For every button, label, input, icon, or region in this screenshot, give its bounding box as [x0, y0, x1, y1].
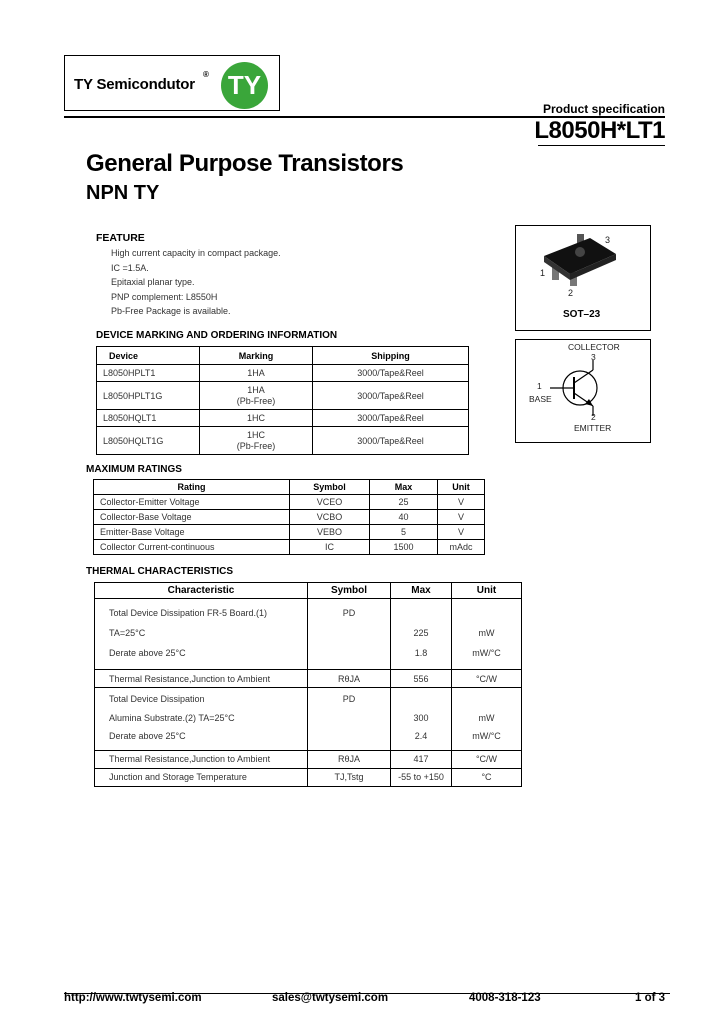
- unit-cell: mAdc: [438, 540, 485, 555]
- unit-cell: [452, 688, 522, 751]
- line: Derate above 25°C: [109, 731, 186, 741]
- col-header: Max: [370, 480, 438, 495]
- col-header: Unit: [438, 480, 485, 495]
- line: [397, 690, 445, 709]
- unit-cell: [452, 599, 522, 670]
- rating-cell: Collector-Emitter Voltage: [94, 495, 290, 510]
- marking-cell: 1HC: [200, 410, 313, 427]
- thermal-table: [94, 582, 522, 787]
- footer-email-link[interactable]: sales@twtysemi.com: [272, 992, 389, 1004]
- company-name: TY Semicondutor: [74, 76, 195, 93]
- line: 2.4: [414, 731, 428, 741]
- max-cell: -55 to +150: [391, 768, 452, 786]
- table-row: [97, 410, 469, 427]
- unit-cell: V: [438, 525, 485, 540]
- table-row: [94, 495, 485, 510]
- line: mW: [478, 628, 495, 638]
- symbol-cell: VCBO: [290, 510, 370, 525]
- col-header: Rating: [94, 480, 290, 495]
- line: 225: [413, 628, 429, 638]
- unit-cell: V: [438, 510, 485, 525]
- table-row: [95, 670, 522, 688]
- col-header: Marking: [200, 347, 313, 365]
- emitter-label: EMITTER: [574, 423, 612, 433]
- ordering-heading: DEVICE MARKING AND ORDERING INFORMATION: [96, 330, 338, 341]
- symbol-cell: IC: [290, 540, 370, 555]
- feature-list: [111, 246, 281, 319]
- page-number: 1 of 3: [635, 992, 666, 1004]
- characteristic-cell: Thermal Resistance,Junction to Ambient: [95, 750, 308, 768]
- max-cell: 5: [370, 525, 438, 540]
- footer-phone: 4008-318-123: [469, 992, 541, 1004]
- ordering-table: [96, 346, 469, 455]
- table-row: [95, 688, 522, 751]
- npn-transistor-symbol-icon: [545, 360, 615, 416]
- part-number: L8050H*LT1: [534, 117, 665, 144]
- characteristic-cell: [95, 599, 308, 670]
- feature-item: Pb-Free Package is available.: [111, 306, 231, 316]
- unit-cell: °C/W: [452, 750, 522, 768]
- symbol-cell: VEBO: [290, 525, 370, 540]
- pkg-pin2-label: 2: [568, 288, 574, 298]
- marking-cell: 1HA (Pb-Free): [200, 382, 313, 410]
- max-ratings-heading: MAXIMUM RATINGS: [86, 464, 182, 475]
- symbol-cell: PD: [308, 599, 391, 670]
- pkg-pin3-label: 3: [605, 235, 611, 245]
- shipping-cell: 3000/Tape&Reel: [313, 382, 469, 410]
- table-row: [97, 365, 469, 382]
- line: TA=25°C: [109, 628, 146, 638]
- unit-cell: °C/W: [452, 670, 522, 688]
- doc-type: Product specification: [542, 102, 665, 116]
- registered-mark: ®: [203, 70, 209, 79]
- characteristic-cell: Thermal Resistance,Junction to Ambient: [95, 670, 308, 688]
- symbol-cell: RθJA: [308, 750, 391, 768]
- device-cell: L8050HQLT1: [97, 410, 200, 427]
- pkg-pin1-label: 1: [540, 268, 546, 278]
- line: Alumina Substrate.(2) TA=25°C: [109, 712, 235, 723]
- line: 300: [413, 712, 429, 723]
- characteristic-cell: [95, 688, 308, 751]
- sot23-package-icon: [530, 228, 640, 300]
- table-row: [94, 540, 485, 555]
- col-header: Max: [391, 583, 452, 599]
- max-cell: 1500: [370, 540, 438, 555]
- marking-cell: 1HC (Pb-Free): [200, 427, 313, 455]
- line: mW/°C: [472, 648, 501, 658]
- max-cell: 417: [391, 750, 452, 768]
- table-row: [97, 427, 469, 455]
- symbol-pin1: 1: [537, 381, 542, 391]
- line: [397, 603, 445, 623]
- max-ratings-table: [93, 479, 485, 555]
- col-header: Unit: [452, 583, 522, 599]
- symbol-cell: TJ,Tstg: [308, 768, 391, 786]
- max-cell: [391, 688, 452, 751]
- line: [458, 603, 515, 623]
- thermal-heading: THERMAL CHARACTERISTICS: [86, 566, 234, 577]
- feature-item: Epitaxial planar type.: [111, 277, 195, 287]
- max-cell: 40: [370, 510, 438, 525]
- symbol-cell: RθJA: [308, 670, 391, 688]
- base-label: BASE: [529, 394, 552, 404]
- max-cell: 25: [370, 495, 438, 510]
- footer-url-link[interactable]: http://www.twtysemi.com: [64, 992, 202, 1004]
- feature-item: IC =1.5A.: [111, 262, 149, 273]
- collector-label: COLLECTOR: [568, 342, 620, 352]
- col-header: Characteristic: [95, 583, 308, 599]
- table-row: [94, 510, 485, 525]
- shipping-cell: 3000/Tape&Reel: [313, 365, 469, 382]
- page-subtitle: NPN TY: [86, 182, 160, 204]
- marking-cell: 1HA: [200, 365, 313, 382]
- max-cell: 556: [391, 670, 452, 688]
- table-row: [97, 382, 469, 410]
- table-row: [95, 599, 522, 670]
- characteristic-cell: Junction and Storage Temperature: [95, 768, 308, 786]
- line: Derate above 25°C: [109, 648, 186, 658]
- rating-cell: Collector-Base Voltage: [94, 510, 290, 525]
- col-header: Shipping: [313, 347, 469, 365]
- rating-cell: Emitter-Base Voltage: [94, 525, 290, 540]
- unit-cell: V: [438, 495, 485, 510]
- line: [458, 690, 515, 709]
- rating-cell: Collector Current-continuous: [94, 540, 290, 555]
- table-row: [94, 525, 485, 540]
- device-cell: L8050HPLT1G: [97, 382, 200, 410]
- feature-item: High current capacity in compact package.: [111, 248, 281, 258]
- table-row: [95, 768, 522, 786]
- device-cell: L8050HQLT1G: [97, 427, 200, 455]
- feature-item: PNP complement: L8550H: [111, 291, 218, 302]
- package-name: SOT–23: [563, 309, 601, 320]
- shipping-cell: 3000/Tape&Reel: [313, 410, 469, 427]
- col-header: Symbol: [290, 480, 370, 495]
- line: mW: [478, 712, 495, 723]
- line: 1.8: [414, 648, 428, 658]
- line: Total Device Dissipation: [109, 694, 205, 704]
- device-cell: L8050HPLT1: [97, 365, 200, 382]
- symbol-cell: PD: [308, 688, 391, 751]
- symbol-pin3: 3: [591, 352, 596, 362]
- feature-heading: FEATURE: [96, 232, 145, 244]
- unit-cell: °C: [452, 768, 522, 786]
- max-cell: [391, 599, 452, 670]
- col-header: Device: [97, 347, 200, 365]
- symbol-cell: VCEO: [290, 495, 370, 510]
- shipping-cell: 3000/Tape&Reel: [313, 427, 469, 455]
- line: mW/°C: [472, 731, 501, 741]
- package-mark: [575, 247, 585, 257]
- table-row: [95, 750, 522, 768]
- col-header: Symbol: [308, 583, 391, 599]
- line: Total Device Dissipation FR-5 Board.(1): [109, 608, 268, 618]
- ty-logo-icon: TY: [221, 62, 268, 109]
- symbol-pin2: 2: [591, 412, 596, 422]
- page-title: General Purpose Transistors: [86, 150, 404, 177]
- part-number-rule: [538, 145, 665, 146]
